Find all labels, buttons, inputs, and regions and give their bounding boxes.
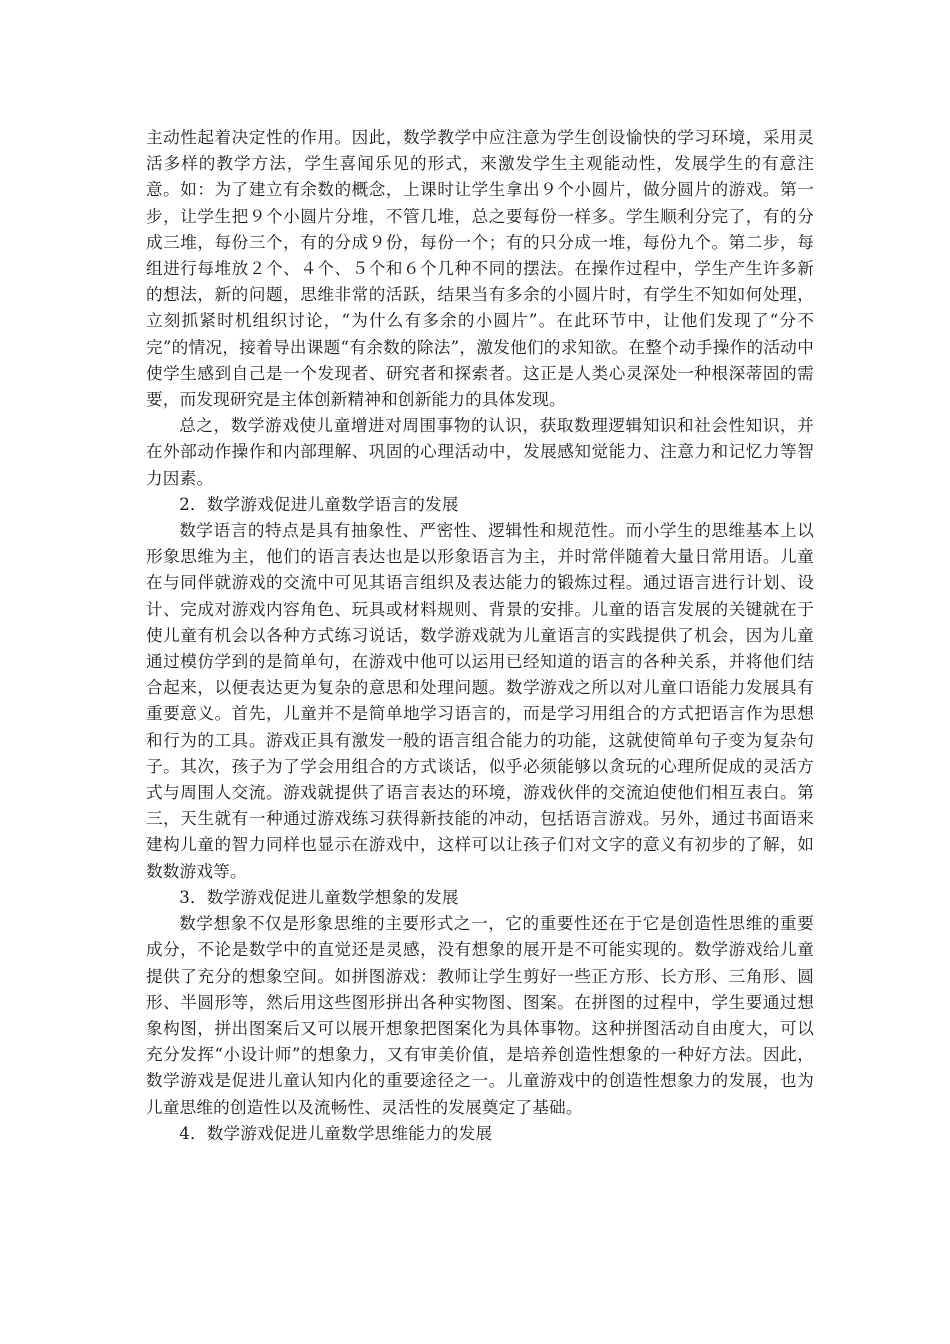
- body-paragraph: 数学想象不仅是形象思维的主要形式之一，它的重要性还在于它是创造性思维的重要成分，不论是数学中的直觉还是灵感，没有想象的展开是不可能实现的。数学游戏给儿童提供了充分的想象空间。如拼图游戏：教师让学生剪好一些正方形、长方形、三角形、圆形、半圆形等，然后用这些图形拼出各种实物图、图案。在拼图的过程中，学生要通过想象构图，拼出图案后又可以展开想象把图案化为具体事物。这种拼图活动自由度大，可以充分发挥“小设计师”的想象力，又有审美价值，是培养创造性想象的一种好方法。因此，数学游戏是促进儿童认知内化的重要途径之一。儿童游戏中的创造性想象力的发展，也为儿童思维的创造性以及流畅性、灵活性的发展奠定了基础。: [146, 914, 814, 1117]
- body-paragraph: 数学语言的特点是具有抽象性、严密性、逻辑性和规范性。而小学生的思维基本上以形象思维为主，他们的语言表达也是以形象语言为主，并时常伴随着大量日常用语。儿童在与同伴就游戏的交流中可见其语言组织及表达能力的锻炼过程。通过语言进行计划、设计、完成对游戏内容角色、玩具或材料规则、背景的安排。儿童的语言发展的关键就在于使儿童有机会以各种方式练习说话，数学游戏就为儿童语言的实践提供了机会，因为儿童通过模仿学到的是简单句，在游戏中他可以运用已经知道的语言的各种关系，并将他们结合起来，以便表达更为复杂的意思和处理问题。数学游戏之所以对儿童口语能力发展具有重要意义。首先，儿童并不是简单地学习语言的，而是学习用组合的方式把语言作为思想和行为的工具。游戏正具有激发一般的语言组合能力的功能，这就使简单句子变为复杂句子。其次，孩子为了学会用组合的方式谈话，似乎必须能够以贪玩的心理所促成的灵活方式与周围人交流。游戏就提供了语言表达的环境，游戏伙伴的交流迫使他们相互表白。第三，天生就有一种通过游戏练习获得新技能的冲动，包括语言游戏。另外，通过书面语来建构儿童的智力同样也显示在游戏中，这样可以让孩子们对文字的意义有初步的了解，如数数游戏等。: [146, 521, 814, 881]
- section-heading: 2．数学游戏促进儿童数学语言的发展: [179, 494, 459, 514]
- section-heading: 4．数学游戏促进儿童数学思维能力的发展: [179, 1123, 493, 1143]
- section-heading: 3．数学游戏促进儿童数学想象的发展: [179, 887, 459, 907]
- body-paragraph: 主动性起着决定性的作用。因此，数学教学中应注意为学生创设愉快的学习环境，采用灵活多样的教学方法，学生喜闻乐见的形式，来激发学生主观能动性，发展学生的有意注意。如：为了建立有余数的概念，上课时让学生拿出９个小圆片，做分圆片的游戏。第一步，让学生把９个小圆片分堆，不管几堆，总之要每份一样多。学生顺利分完了，有的分成三堆，每份三个，有的分成９份，每份一个；有的只分成一堆，每份九个。第二步，每组进行每堆放２个、４个、５个和６个几种不同的摆法。在操作过程中，学生产生许多新的想法，新的问题，思维非常的活跃，结果当有多余的小圆片时，有学生不知如何处理，立刻抓紧时机组织讨论，“为什么有多余的小圆片”。在此环节中，让他们发现了“分不完”的情况，接着导出课题“有余数的除法”，激发他们的求知欲。在整个动手操作的活动中使学生感到自己是一个发现者、研究者和探索者。这正是人类心灵深处一种根深蒂固的需要，而发现研究是主体创新精神和创新能力的具体发现。: [146, 128, 814, 410]
- body-paragraph: 总之，数学游戏使儿童增进对周围事物的认识，获取数理逻辑知识和社会性知识，并在外部动作操作和内部理解、巩固的心理活动中，发展感知觉能力、注意力和记忆力等智力因素。: [146, 416, 814, 488]
- document-body: [146, 125, 814, 1147]
